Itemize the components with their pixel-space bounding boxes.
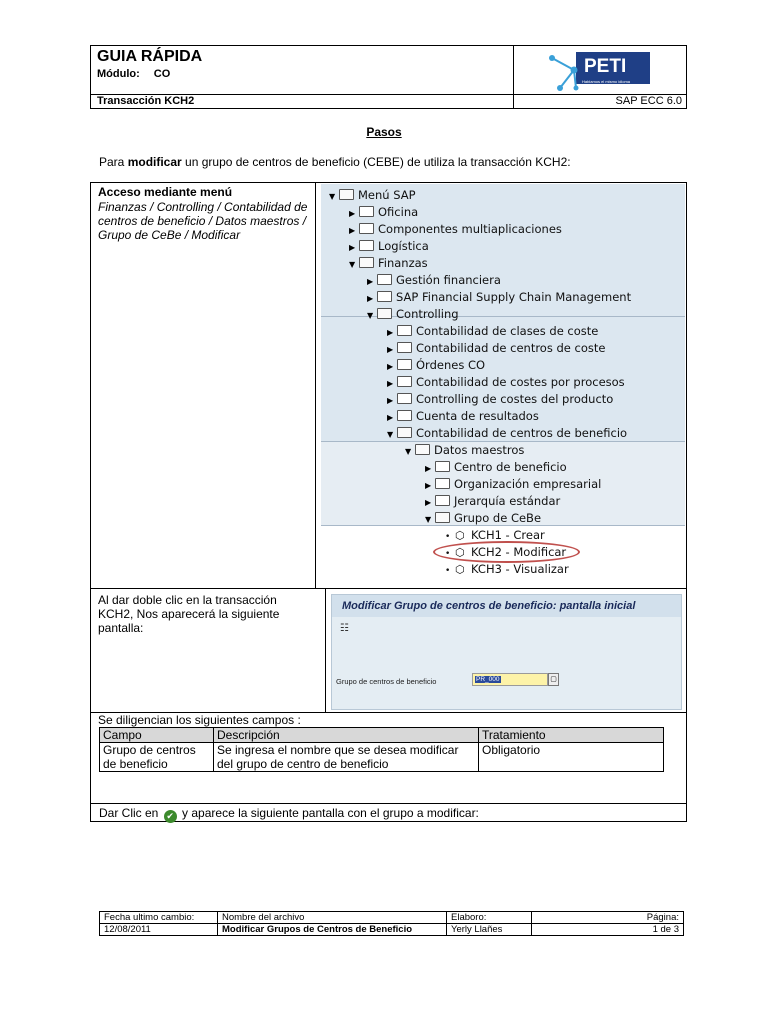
collapse-arrow-icon: ▶: [367, 277, 374, 286]
collapse-arrow-icon: ▶: [425, 464, 432, 473]
transaction-cube-icon: ⬡: [455, 546, 465, 559]
hierarchy-icon[interactable]: ☷: [340, 623, 349, 634]
collapse-arrow-icon: ▶: [367, 294, 374, 303]
modulo-value: CO: [153, 68, 171, 80]
transaction-label: Transacción KCH2: [97, 95, 195, 107]
tree-item-costes-procesos[interactable]: ▶ Contabilidad de costes por procesos: [387, 374, 625, 391]
transaction-cube-icon: ⬡: [455, 529, 465, 542]
search-help-icon[interactable]: ▢: [548, 673, 559, 686]
transaction-cube-icon: ⬡: [455, 563, 465, 576]
tree-item-cuenta-resultados[interactable]: ▶ Cuenta de resultados: [387, 408, 539, 425]
intro-bold: modificar: [127, 155, 182, 169]
table-cell: Obligatorio: [479, 743, 664, 772]
acceso-path: Finanzas / Controlling / Contabilidad de centros de beneficio / Datos maestros / Grupo de CeBe / Modificar: [98, 200, 308, 242]
tree-item-clases-coste[interactable]: ▶ Contabilidad de clases de coste: [387, 323, 598, 340]
folder-icon: [397, 325, 412, 336]
tree-item-kch2[interactable]: • ⬡ KCH2 - Modificar: [445, 544, 566, 561]
divider: [315, 182, 316, 588]
collapse-arrow-icon: ▶: [425, 498, 432, 507]
folder-icon: [397, 393, 412, 404]
footer-elaboro-label: Elaboro:: [447, 912, 532, 924]
footer-archivo-value: Modificar Grupos de Centros de Beneficio: [218, 924, 447, 936]
bullet-icon: •: [445, 566, 451, 576]
sap-initial-screen: [331, 594, 682, 710]
svg-text:Hablamos el mismo idioma: Hablamos el mismo idioma: [582, 79, 631, 84]
collapse-arrow-icon: ▶: [387, 379, 394, 388]
folder-open-icon: [415, 444, 430, 455]
footer-fecha-value: 12/08/2011: [100, 924, 218, 936]
fields-table: [99, 727, 664, 772]
doc-title: GUIA RÁPIDA: [97, 48, 203, 65]
peti-logo: [546, 48, 666, 92]
sap-screen-title: Modificar Grupo de centros de beneficio: pantalla inicial: [332, 595, 681, 617]
table-cell: Se ingresa el nombre que se desea modificar del grupo de centro de beneficio: [214, 743, 479, 772]
footer-pagina-label: Página:: [532, 912, 684, 924]
field-label-grupo: Grupo de centros de beneficio: [336, 677, 437, 686]
expand-arrow-icon: ▼: [349, 260, 356, 269]
divider: [90, 803, 687, 804]
sap-version: SAP ECC 6.0: [615, 95, 682, 107]
collapse-arrow-icon: ▶: [387, 396, 394, 405]
tree-item-sap-fscm[interactable]: ▶ SAP Financial Supply Chain Management: [367, 289, 631, 306]
dar-clic-pre: Dar Clic en: [99, 806, 159, 820]
table-header-cell: Tratamiento: [479, 728, 664, 743]
footer-pagina-value: 1 de 3: [532, 924, 684, 936]
modulo-line: [97, 68, 170, 80]
folder-open-icon: [339, 189, 354, 200]
footer-row-labels: [100, 912, 684, 924]
expand-arrow-icon: ▼: [329, 192, 336, 201]
divider: [90, 588, 687, 589]
table-header-row: [100, 728, 664, 743]
intro-pre: Para: [99, 155, 128, 169]
folder-open-icon: [397, 427, 412, 438]
tree-item-logistica[interactable]: ▶ Logística: [349, 238, 429, 255]
doc-header: [90, 45, 687, 109]
instruction-click-check: [99, 806, 479, 823]
bullet-icon: •: [445, 549, 451, 559]
modulo-label: Módulo:: [97, 68, 140, 80]
folder-icon: [397, 410, 412, 421]
folder-icon: [397, 359, 412, 370]
highlight-circle: [433, 541, 580, 563]
fields-intro: Se diligencian los siguientes campos :: [98, 713, 301, 727]
intro-post: un grupo de centros de beneficio (CEBE) de utiliza la transacción KCH2:: [181, 155, 571, 169]
header-divider-vertical: [513, 46, 514, 108]
expand-arrow-icon: ▼: [405, 447, 412, 456]
folder-icon: [435, 478, 450, 489]
dar-clic-post: y aparece la siguiente pantalla con el grupo a modificar:: [182, 806, 479, 820]
table-row: [100, 743, 664, 772]
tree-item-ordenes-co[interactable]: ▶ Órdenes CO: [387, 357, 485, 374]
divider: [325, 588, 326, 712]
folder-icon: [359, 240, 374, 251]
tree-item-organizacion[interactable]: ▶ Organización empresarial: [425, 476, 601, 493]
table-header-cell: Campo: [100, 728, 214, 743]
folder-icon: [397, 376, 412, 387]
folder-icon: [377, 291, 392, 302]
tree-item-componentes[interactable]: ▶ Componentes multiaplicaciones: [349, 221, 562, 238]
tree-item-kch3[interactable]: • ⬡ KCH3 - Visualizar: [445, 561, 569, 578]
instruction-double-click: Al dar doble clic en la transacción KCH2, Nos aparecerá la siguiente pantalla:: [98, 593, 280, 635]
doc-footer: [99, 911, 684, 936]
tree-item-kch1[interactable]: • ⬡ KCH1 - Crear: [445, 527, 545, 544]
grupo-input[interactable]: [472, 673, 548, 686]
acceso-title: Acceso mediante menú: [98, 185, 233, 199]
tree-item-menu-sap[interactable]: ▼ Menú SAP: [329, 187, 416, 204]
tree-item-costes-producto[interactable]: ▶ Controlling de costes del producto: [387, 391, 613, 408]
collapse-arrow-icon: ▶: [387, 345, 394, 354]
tree-item-gestion-financiera[interactable]: ▶ Gestión financiera: [367, 272, 501, 289]
collapse-arrow-icon: ▶: [387, 328, 394, 337]
collapse-arrow-icon: ▶: [425, 481, 432, 490]
collapse-arrow-icon: ▶: [387, 413, 394, 422]
footer-elaboro-value: Yerly Llañes: [447, 924, 532, 936]
expand-arrow-icon: ▼: [425, 515, 432, 524]
expand-arrow-icon: ▼: [387, 430, 394, 439]
collapse-arrow-icon: ▶: [387, 362, 394, 371]
folder-icon: [435, 495, 450, 506]
grupo-input-value: PR_000: [476, 676, 500, 683]
table-cell: Grupo de centros de beneficio: [100, 743, 214, 772]
tree-item-jerarquia[interactable]: ▶ Jerarquía estándar: [425, 493, 560, 510]
table-header-cell: Descripción: [214, 728, 479, 743]
tree-item-controlling[interactable]: ▼ Controlling: [367, 306, 459, 323]
footer-fecha-label: Fecha ultimo cambio:: [100, 912, 218, 924]
intro-paragraph: [99, 155, 571, 169]
folder-icon: [359, 223, 374, 234]
tree-item-centro-beneficio[interactable]: ▶ Centro de beneficio: [425, 459, 567, 476]
folder-icon: [397, 342, 412, 353]
folder-open-icon: [359, 257, 374, 268]
footer-archivo-label: Nombre del archivo: [218, 912, 447, 924]
footer-row-values: [100, 924, 684, 936]
folder-open-icon: [377, 308, 392, 319]
expand-arrow-icon: ▼: [367, 311, 374, 320]
section-title-pasos: Pasos: [366, 125, 402, 139]
folder-open-icon: [435, 512, 450, 523]
tree-item-grupo-cebe[interactable]: ▼ Grupo de CeBe: [425, 510, 541, 527]
folder-icon: [435, 461, 450, 472]
tree-item-datos-maestros[interactable]: ▼ Datos maestros: [405, 442, 524, 459]
tree-item-centros-coste[interactable]: ▶ Contabilidad de centros de coste: [387, 340, 605, 357]
tree-item-oficina[interactable]: ▶ Oficina: [349, 204, 418, 221]
tree-item-finanzas[interactable]: ▼ Finanzas: [349, 255, 428, 272]
svg-text:PETI: PETI: [584, 56, 627, 77]
bullet-icon: •: [445, 532, 451, 542]
collapse-arrow-icon: ▶: [349, 243, 356, 252]
tree-item-centros-beneficio[interactable]: ▼ Contabilidad de centros de beneficio: [387, 425, 627, 442]
folder-icon: [359, 206, 374, 217]
check-icon: ✔: [164, 810, 177, 823]
collapse-arrow-icon: ▶: [349, 226, 356, 235]
collapse-arrow-icon: ▶: [349, 209, 356, 218]
sap-menu-tree: [321, 184, 685, 578]
folder-icon: [377, 274, 392, 285]
